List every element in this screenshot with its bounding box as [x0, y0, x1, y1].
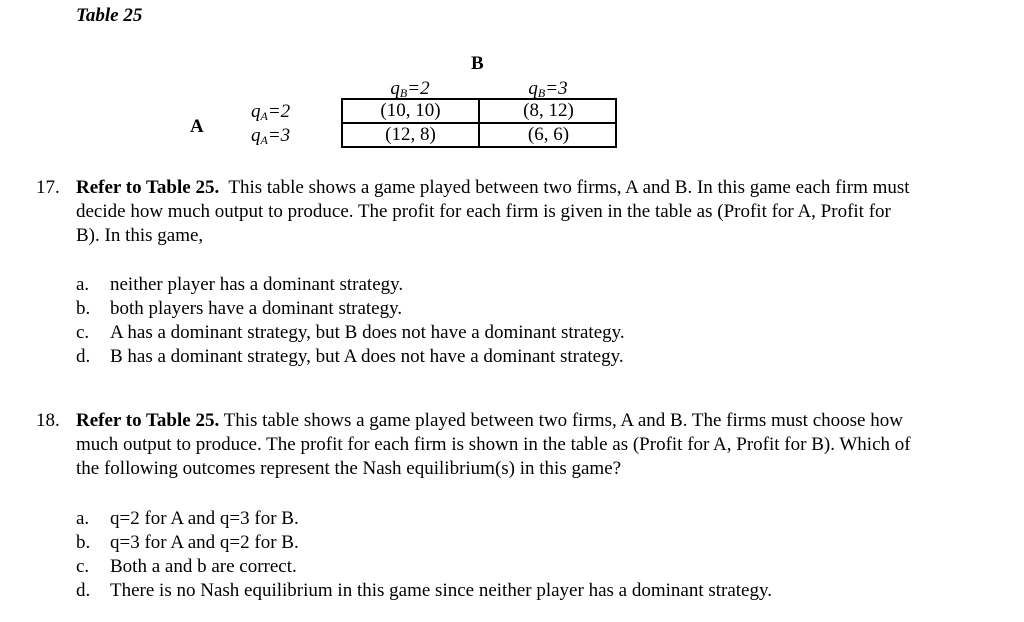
question-18-option-c: Both a and b are correct.: [110, 556, 297, 577]
question-18-line-2: much output to produce. The profit for each firm is shown in the table as (Profit for A, Profit for B). Which of: [76, 434, 911, 455]
question-18-option-a: q=2 for A and q=3 for B.: [110, 508, 299, 529]
question-17-option-b: both players have a dominant strategy.: [110, 298, 403, 319]
question-17-option-b-letter: b.: [76, 298, 91, 319]
question-17-number: 17.: [36, 177, 60, 198]
column-header-qb2: $q_B=2$: [390, 78, 430, 100]
column-header-qb3: $q_B=3$: [528, 78, 568, 100]
row-header-qa3: $q_A=3$: [251, 125, 291, 147]
question-18-option-b-letter: b.: [76, 532, 91, 553]
question-17-line-3: B). In this game,: [76, 225, 204, 246]
table-title: Table 25: [76, 5, 143, 26]
question-17-option-c: A has a dominant strategy, but B does not have a dominant strategy.: [110, 322, 625, 343]
player-a-label: A: [190, 116, 204, 137]
question-18-option-a-letter: a.: [76, 508, 90, 529]
payoff-cell: (12, 8): [385, 124, 436, 145]
payoff-cell: (10, 10): [380, 100, 441, 121]
question-17-option-c-letter: c.: [76, 322, 90, 343]
question-18-number: 18.: [36, 410, 60, 431]
question-18-line-3: the following outcomes represent the Nash equilibrium(s) in this game?: [76, 458, 622, 479]
question-17-line-1: Refer to Table 25. This table shows a game played between two firms, A and B. In this game each firm must: [76, 177, 910, 198]
question-18-option-d-letter: d.: [76, 580, 91, 601]
question-17-option-d: B has a dominant strategy, but A does not have a dominant strategy.: [110, 346, 624, 367]
question-18-lead: Refer to Table 25.: [76, 410, 220, 431]
question-18-option-d: There is no Nash equilibrium in this game since neither player has a dominant strategy.: [110, 580, 773, 601]
question-17-option-a-letter: a.: [76, 274, 90, 295]
question-18-option-c-letter: c.: [76, 556, 90, 577]
question-17-line-2: decide how much output to produce. The profit for each firm is given in the table as (Profit for A, Profit for: [76, 201, 891, 222]
question-17-option-d-letter: d.: [76, 346, 91, 367]
payoff-cell: (6, 6): [527, 124, 570, 145]
question-18-option-b: q=3 for A and q=2 for B.: [110, 532, 299, 553]
player-b-label: B: [471, 53, 484, 74]
row-header-qa2: $q_A=2$: [251, 101, 291, 123]
question-18-line-1: Refer to Table 25. This table shows a game played between two firms, A and B. The firms must choose how: [76, 410, 903, 431]
question-17-lead: Refer to Table 25.: [76, 177, 220, 198]
payoff-cell: (8, 12): [523, 100, 574, 121]
question-17-option-a: neither player has a dominant strategy.: [110, 274, 404, 295]
